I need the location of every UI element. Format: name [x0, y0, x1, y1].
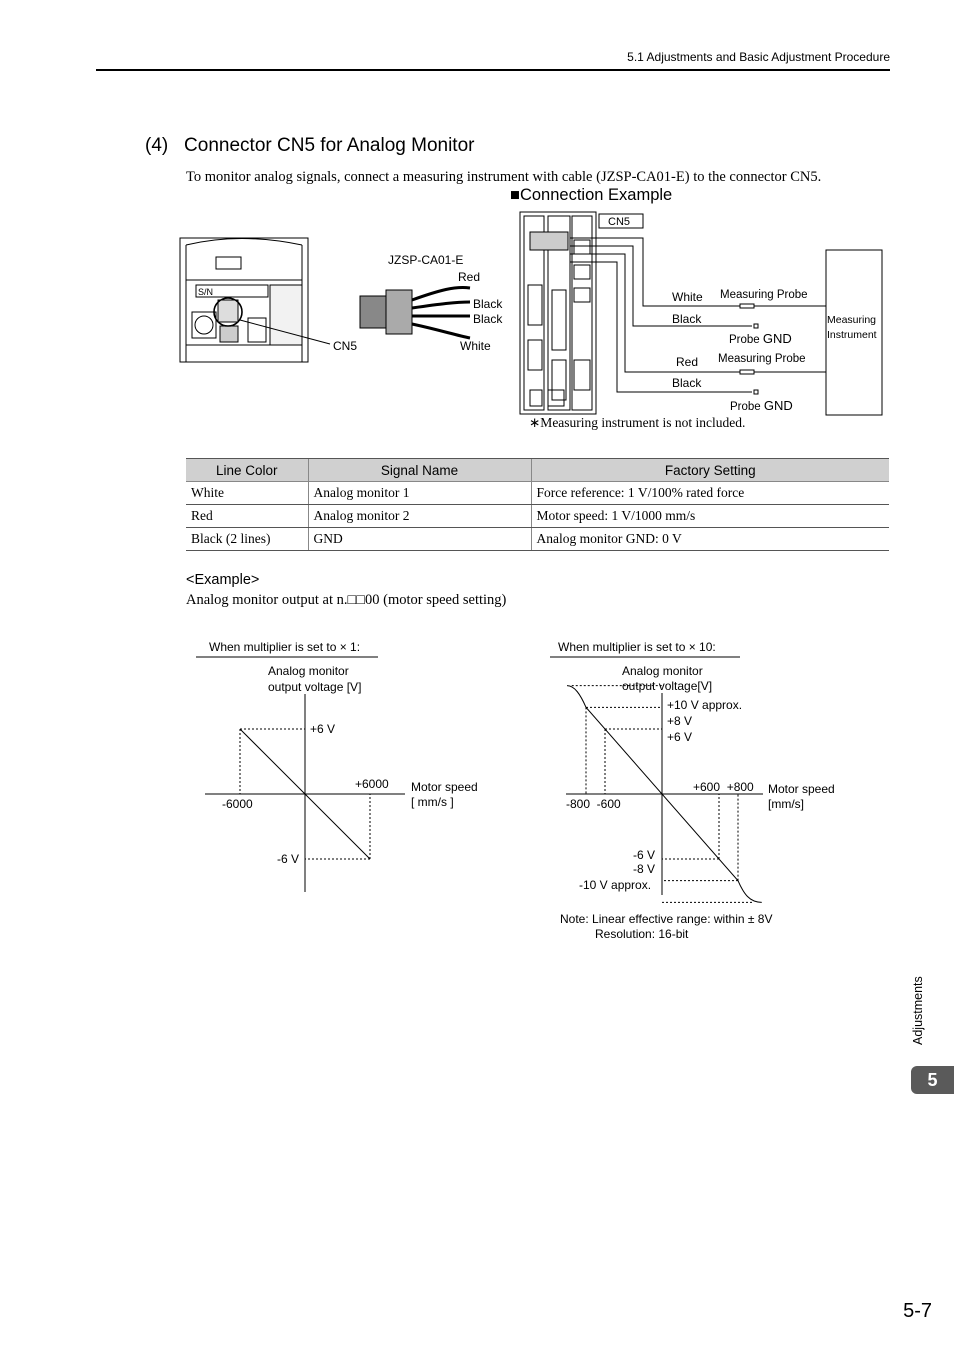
analog-monitor-charts	[0, 630, 954, 950]
chart1-title: When multiplier is set to × 1:	[209, 640, 361, 654]
chart-note: Note: Linear effective range: within ± 8V	[560, 912, 773, 926]
wire-red-label: Red	[676, 355, 699, 369]
probe-gnd-label: Probe GND	[730, 398, 793, 413]
chart2-title: When multiplier is set to × 10:	[558, 640, 716, 654]
servopack-side-illustration	[520, 212, 596, 414]
table-cell: Black (2 lines)	[186, 528, 308, 551]
chart1-xlabel: [ mm/s ]	[411, 795, 454, 809]
example-description: Analog monitor output at n.□□00 (motor speed setting)	[186, 592, 507, 608]
wire-label-black: Black	[473, 297, 503, 311]
cable-model-label: JZSP-CA01-E	[388, 253, 464, 267]
example-title: <Example>	[186, 572, 260, 588]
chart2-tick-p10: +10 V approx.	[667, 698, 743, 712]
chart2-xlabel: Motor speed	[768, 782, 835, 796]
table-header: Line Color	[186, 459, 308, 482]
measuring-probe-label: Measuring Probe	[718, 353, 806, 365]
chart1-tick-neg-x: -6000	[222, 797, 253, 811]
chart1-ylabel: Analog monitor	[268, 664, 349, 678]
probe-gnd-label: Probe GND	[729, 331, 792, 346]
sn-label: S/N	[198, 287, 214, 297]
chapter-side-label: Adjustments	[911, 976, 925, 1045]
chart1-tick-pos-x: +6000	[355, 777, 389, 791]
running-head: 5.1 Adjustments and Basic Adjustment Procedure	[627, 50, 890, 64]
table-row	[186, 528, 889, 551]
chart2-tick-n10: -10 V approx.	[579, 878, 652, 892]
wire-label-white: White	[460, 339, 491, 353]
wire-label-red: Red	[458, 270, 481, 284]
measuring-probe-label: Measuring Probe	[720, 289, 808, 301]
chart1-tick-pos-y: +6 V	[310, 722, 336, 736]
chart1-ylabel: output voltage [V]	[268, 680, 362, 694]
table-header: Factory Setting	[531, 459, 889, 482]
table-row	[186, 505, 889, 528]
chart2-ylabel: output voltage[V]	[622, 679, 713, 693]
table-cell: Analog monitor 2	[308, 505, 531, 528]
chart1-xlabel: Motor speed	[411, 780, 478, 794]
wire-white-label: White	[672, 290, 703, 304]
table-cell: Red	[186, 505, 308, 528]
page-number: 5-7	[903, 1300, 932, 1322]
chart2-tick-p8: +8 V	[667, 714, 693, 728]
wire-black-label: Black	[672, 376, 702, 390]
table-cell: Analog monitor GND: 0 V	[531, 528, 889, 551]
intro-paragraph: To monitor analog signals, connect a measuring instrument with cable (JZSP-CA01-E) to the connector CN5.	[186, 169, 822, 185]
chart2-tick-neg-x: -800 -600	[566, 797, 621, 811]
chart2-tick-pos-x: +600 +800	[693, 780, 754, 794]
table-cell: Motor speed: 1 V/1000 mm/s	[531, 505, 889, 528]
chart2-tick-n6: -6 V	[633, 848, 656, 862]
instrument-label: Instrument	[827, 329, 877, 341]
chart-note: Resolution: 16-bit	[595, 927, 689, 941]
table-cell: GND	[308, 528, 531, 551]
instrument-label: Measuring	[827, 314, 877, 326]
connection-example-title: ■Connection Example	[510, 186, 673, 204]
table-cell: Force reference: 1 V/100% rated force	[531, 482, 889, 505]
wire-black-label: Black	[672, 312, 702, 326]
table-cell: White	[186, 482, 308, 505]
section-title: (4) Connector CN5 for Analog Monitor	[145, 135, 475, 156]
cable-illustration	[360, 288, 470, 339]
signal-table	[186, 458, 889, 551]
chart2-tick-p6: +6 V	[667, 730, 693, 744]
servopack-front-illustration	[180, 238, 330, 362]
table-header: Signal Name	[308, 459, 531, 482]
table-row	[186, 482, 889, 505]
chart2-tick-n8: -8 V	[633, 862, 656, 876]
cn5-label: CN5	[333, 339, 358, 353]
instrument-note: ∗Measuring instrument is not included.	[529, 415, 746, 430]
chart2-ylabel: Analog monitor	[622, 664, 703, 678]
chart1-tick-neg-y: -6 V	[277, 852, 300, 866]
chart2-xlabel: [mm/s]	[768, 797, 804, 811]
connection-diagram	[0, 0, 954, 440]
table-cell: Analog monitor 1	[308, 482, 531, 505]
cn5-box-label: CN5	[608, 216, 631, 228]
table-header-row	[186, 459, 889, 482]
wire-label-black: Black	[473, 312, 503, 326]
chapter-tab: 5	[911, 1066, 954, 1094]
